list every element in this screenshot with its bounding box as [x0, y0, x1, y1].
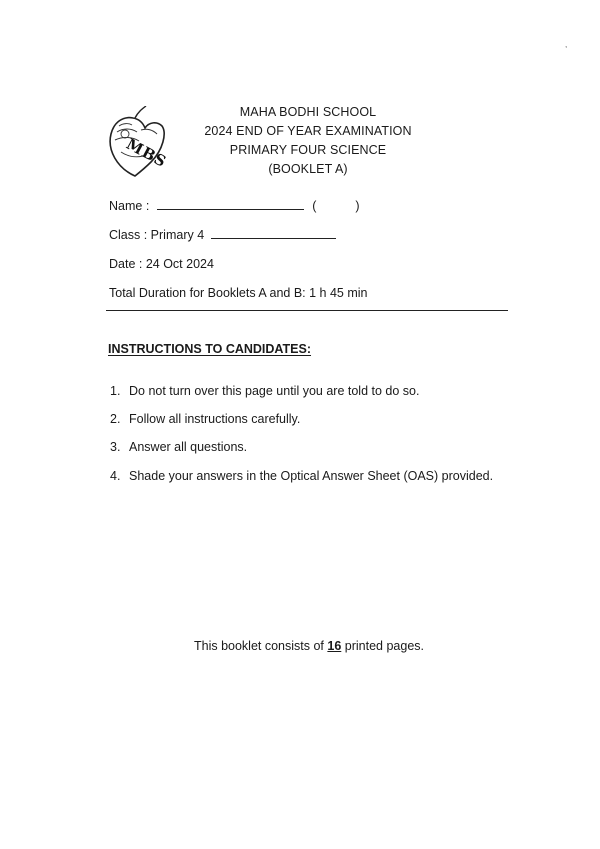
class-field-row	[109, 228, 336, 242]
exam-date: Date : 24 Oct 2024	[109, 257, 214, 271]
instruction-text: Shade your answers in the Optical Answer Sheet (OAS) provided.	[129, 469, 494, 483]
logo-text: MBS	[123, 134, 170, 172]
instruction-text: Do not turn over this page until you are told to do so.	[129, 384, 420, 398]
subject-title: PRIMARY FOUR SCIENCE	[229, 143, 387, 157]
class-label: Class : Primary 4	[109, 228, 205, 242]
instruction-text: Answer all questions.	[129, 440, 248, 454]
page-count-suffix: printed pages.	[341, 639, 424, 653]
total-duration: Total Duration for Booklets A and B: 1 h 45 min	[109, 286, 368, 300]
index-number-blank[interactable]	[320, 200, 352, 210]
instruction-number: 1.	[110, 384, 121, 398]
name-label: Name :	[109, 199, 150, 213]
booklet-label: (BOOKLET A)	[268, 162, 348, 176]
instruction-number: 3.	[110, 440, 121, 454]
name-field-row	[109, 199, 360, 213]
page-count-prefix: This booklet consists of	[193, 639, 328, 653]
instruction-number: 4.	[110, 469, 121, 483]
index-close-paren: )	[355, 199, 360, 213]
exam-title: 2024 END OF YEAR EXAMINATION	[204, 124, 412, 138]
instructions-heading: INSTRUCTIONS TO CANDIDATES:	[108, 342, 312, 356]
index-open-paren: (	[312, 199, 317, 213]
class-blank-line[interactable]	[211, 228, 336, 239]
instruction-item	[110, 412, 300, 426]
instruction-text: Follow all instructions carefully.	[129, 412, 301, 426]
school-name: MAHA BODHI SCHOOL	[239, 105, 377, 119]
instruction-item	[110, 469, 493, 483]
scan-mark: ,	[565, 40, 568, 49]
instruction-item	[110, 440, 247, 454]
name-blank-line[interactable]	[157, 199, 304, 210]
page-count-value: 16	[327, 639, 342, 653]
instruction-number: 2.	[110, 412, 121, 426]
page-count-note	[0, 639, 600, 653]
header-divider	[106, 310, 508, 311]
instruction-item	[110, 384, 419, 398]
